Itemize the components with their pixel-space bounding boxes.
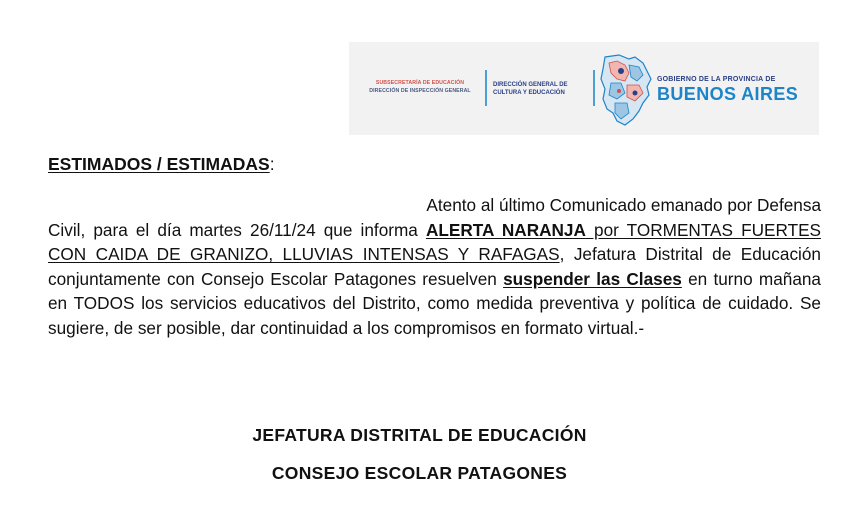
body-paragraph <box>48 193 821 340</box>
body-part1: Civil, para el día martes 26/11/24 que informa <box>48 219 426 240</box>
header-divider <box>485 70 487 106</box>
gobierno-big: BUENOS AIRES <box>657 84 799 104</box>
letterhead <box>349 42 819 135</box>
subsecretaria-line2: DIRECCIÓN DE INSPECCIÓN GENERAL <box>369 88 471 94</box>
direccion-line2: CULTURA Y EDUCACIÓN <box>493 90 565 96</box>
signature-jefatura: JEFATURA DISTRITAL DE EDUCACIÓN <box>252 425 587 445</box>
greeting <box>48 154 275 175</box>
body-part3: en turno mañana en TODOS los servicios educativos del Distrito, como medida preventiva y política de cuidado. Se sugiere, de ser posible, dar continuidad a los compromisos en formato virtual.- <box>48 268 821 338</box>
direccion-block <box>493 81 589 97</box>
subsecretaria-block <box>357 79 483 95</box>
body-part2: , Jefatura Distrital de Educación conjuntamente con Consejo Escolar Patagones resuelven <box>48 244 821 289</box>
header-divider <box>593 70 595 106</box>
greeting-text: ESTIMADOS / ESTIMADAS <box>48 154 270 174</box>
body-line1: Atento al último Comunicado emanado por Defensa <box>426 195 821 215</box>
gobierno-small: GOBIERNO DE LA PROVINCIA DE <box>657 76 776 83</box>
greeting-colon: : <box>269 154 275 174</box>
subsecretaria-line1: SUBSECRETARÍA DE EDUCACIÓN <box>375 80 465 86</box>
direccion-line1: DIRECCIÓN GENERAL DE <box>493 82 568 88</box>
gobierno-block <box>657 75 817 104</box>
alert-text-rest: por TORMENTAS FUERTES CON CAIDA DE GRANIZO, LLUVIAS INTENSAS Y RAFAGAS <box>48 219 821 264</box>
buenos-aires-province-map-logo <box>599 53 653 127</box>
signature-consejo: CONSEJO ESCOLAR PATAGONES <box>271 463 568 483</box>
alert-text-bold: ALERTA NARANJA <box>425 219 586 240</box>
suspend-text: suspender las Clases <box>503 268 682 289</box>
